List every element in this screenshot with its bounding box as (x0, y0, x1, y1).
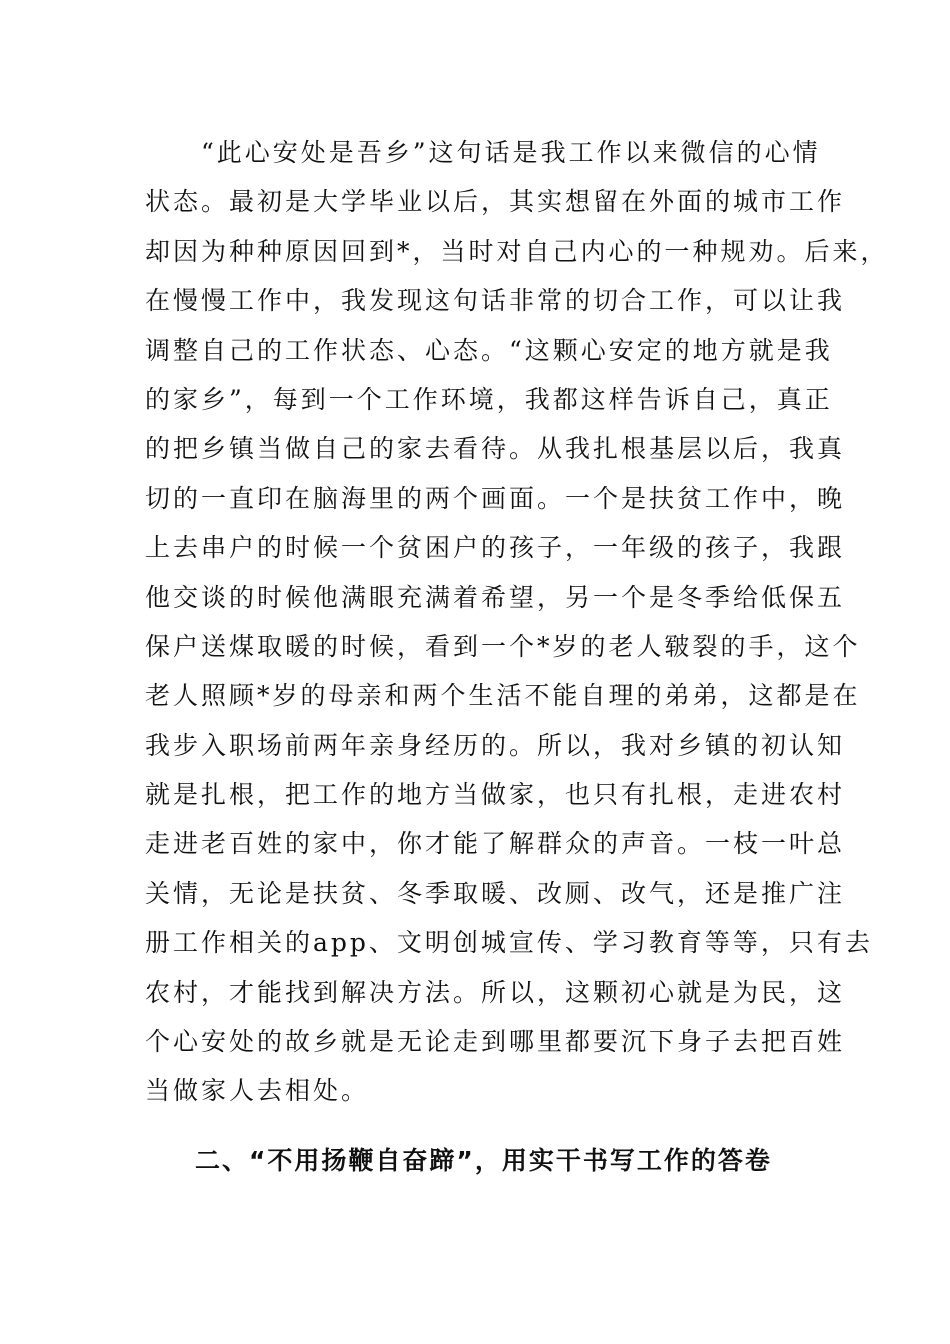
paragraph-line: 老人照顾*岁的母亲和两个生活不能自理的弟弟，这都是在 (145, 681, 861, 711)
paragraph-line: 却因为种种原因回到*，当时对自己内心的一种规劝。后来， (145, 236, 889, 266)
paragraph-line: 状态。最初是大学毕业以后，其实想留在外面的城市工作 (145, 187, 846, 217)
paragraph-line: 保户送煤取暖的时候，看到一个*岁的老人皲裂的手，这个 (145, 631, 861, 661)
paragraph-line: 的家乡”，每到一个工作环境，我都这样告诉自己，真正 (145, 384, 833, 414)
paragraph-line: 农村，才能找到解决方法。所以，这颗初心就是为民，这 (145, 977, 846, 1007)
paragraph-line: 个心安处的故乡就是无论走到哪里都要沉下身子去把百姓 (145, 1027, 846, 1057)
paragraph-line: 就是扎根，把工作的地方当做家，也只有扎根，走进农村 (145, 780, 846, 810)
paragraph-line: 走进老百姓的家中，你才能了解群众的声音。一枝一叶总 (145, 829, 846, 859)
paragraph-line: 切的一直印在脑海里的两个画面。一个是扶贫工作中，晚 (145, 483, 846, 513)
paragraph-line: 的把乡镇当做自己的家去看待。从我扎根基层以后，我真 (145, 434, 846, 464)
paragraph-line: 我步入职场前两年亲身经历的。所以，我对乡镇的初认知 (145, 730, 846, 760)
paragraph-line: 调整自己的工作状态、心态。“这颗心安定的地方就是我 (145, 335, 833, 365)
paragraph-line: 册工作相关的app、文明创城宣传、学习教育等等，只有去 (145, 928, 873, 958)
paragraph-line: 上去串户的时候一个贫困户的孩子，一年级的孩子，我跟 (145, 533, 846, 563)
paragraph-line: 关情，无论是扶贫、冬季取暖、改厕、改气，还是推广注 (145, 878, 846, 908)
section-heading: 二、“不用扬鞭自奋蹄”，用实干书写工作的答卷 (195, 1146, 772, 1175)
body-paragraph (145, 128, 889, 1116)
paragraph-line: 他交谈的时候他满眼充满着希望，另一个是冬季给低保五 (145, 582, 846, 612)
paragraph-line: “此心安处是吾乡”这句话是我工作以来微信的心情 (201, 138, 821, 167)
paragraph-line: 在慢慢工作中，我发现这句话非常的切合工作，可以让我 (145, 286, 846, 316)
paragraph-line: 当做家人去相处。 (145, 1076, 370, 1106)
